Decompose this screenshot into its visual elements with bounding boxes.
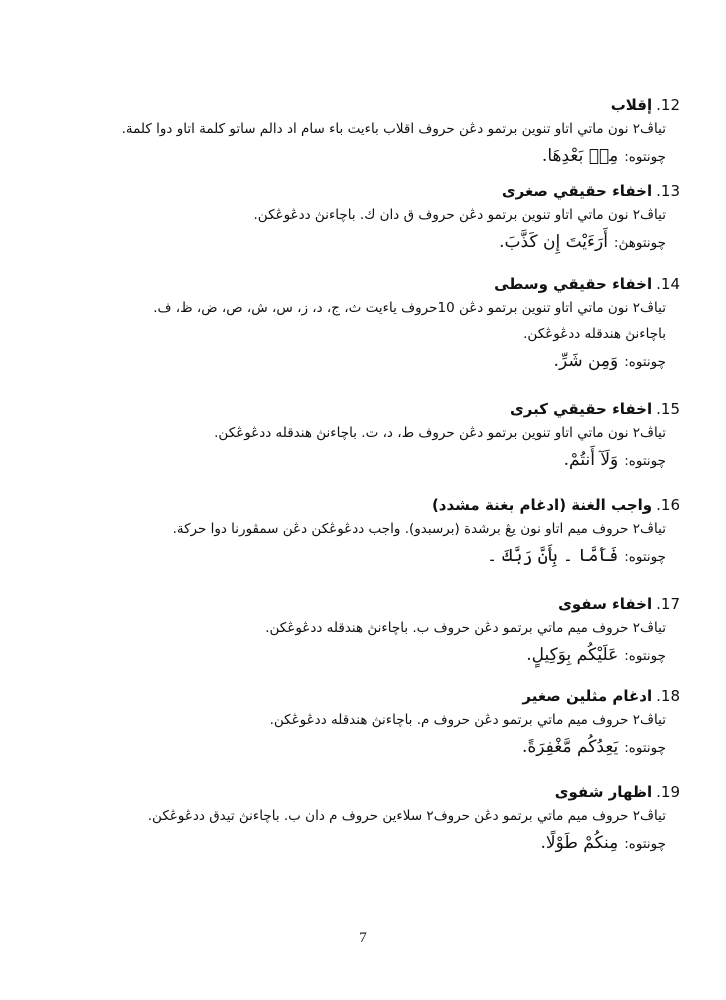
section-15 [80, 398, 680, 475]
section-title: اخفاء حقيقي صغرى [501, 182, 653, 200]
example-quran-text: وَلَآ أَنتُمْ. [563, 450, 619, 470]
example-line [80, 641, 680, 670]
section-heading [80, 685, 680, 707]
example-line [80, 446, 680, 475]
section-19 [80, 781, 680, 858]
section-number: 19. [656, 783, 680, 801]
section-title: إقلاب [610, 96, 653, 114]
section-text-line: تياڤ٢ حروف ميم ماتي برتمو دڠن حروف٢ سلاءين حروف م دان ب. باچاءنڽ تيدق ددڠوڠكن. [147, 808, 666, 824]
section-16 [80, 494, 680, 571]
section-title: ادغام مثلين صغير [522, 687, 653, 705]
section-text-line: تياڤ٢ حروف ميم ماتي برتمو دڠن حروف ب. باچاءنڽ هندقله ددڠوڠكن. [265, 620, 666, 636]
example-label: چونتوهڽ: [613, 235, 666, 251]
section-text-line: تياڤ٢ حروف ميم اتاو نون يڠ برشدة (برسبدو). واجب ددڠوڠكن دڠن سمڤورنا دوا حركة. [172, 521, 666, 537]
section-number: 17. [656, 595, 680, 613]
section-title: اخفاء حقيقي كبرى [510, 400, 653, 418]
example-line [80, 142, 680, 171]
example-quran-text: مِنۢ بَعْدِهَا. [541, 146, 619, 166]
example-quran-text: عَلَيْكُم بِوَكِيلٍ. [526, 645, 619, 665]
example-line [80, 542, 680, 571]
section-number: 16. [656, 496, 680, 514]
example-label: چونتوه: [624, 740, 666, 756]
example-label: چونتوه: [624, 648, 666, 664]
section-17 [80, 593, 680, 670]
example-quran-text: أَرَءَيْتَ إِن كَذَّبَ. [499, 232, 608, 252]
section-heading [80, 781, 680, 803]
section-heading [80, 494, 680, 516]
section-13 [80, 180, 680, 257]
section-text-line: تياڤ٢ نون ماتي اتاو تنوين برتمو دڠن 10حروف ياءيت ث، ج، د، ز، س، ش، ص، ض، ظ، ف. [153, 300, 666, 316]
section-text-line: تياڤ٢ حروف ميم ماتي برتمو دڠن حروف م. باچاءنڽ هندقله ددڠوڠكن. [269, 712, 666, 728]
section-heading [80, 180, 680, 202]
example-label: چونتوه: [624, 549, 666, 565]
section-text-line: تياڤ٢ نون ماتي اتاو تنوين برتمو دڠن حروف ط، د، ت. باچاءنڽ هندقله ددڠوڠكن. [214, 425, 666, 441]
example-quran-text: يَعِدُكُم مَّغْفِرَةً. [521, 737, 619, 757]
example-label: چونتوه: [624, 149, 666, 165]
example-line [80, 228, 680, 257]
section-number: 15. [656, 400, 680, 418]
section-text-line: تياڤ٢ نون ماتي اتاو تنوين برتمو دڠن حروف ق دان ك. باچاءنڽ ددڠوڠكن. [253, 207, 666, 223]
section-number: 14. [656, 275, 680, 293]
section-number: 18. [656, 687, 680, 705]
section-text-line: تياڤ٢ نون ماتي اتاو تنوين برتمو دڠن حروف اقلاب باءيت باء سام اد دالم ساتو كلمة اتاو دوا كلمة. [121, 121, 666, 137]
example-label: چونتوه: [624, 453, 666, 469]
example-quran-text: فَأَمَّا ۔ بِأَنَّ رَبَّكَ ۔ [487, 546, 619, 566]
section-title: اخفاء سفوى [558, 595, 653, 613]
section-heading [80, 398, 680, 420]
section-heading [80, 273, 680, 295]
example-label: چونتوه: [624, 354, 666, 370]
section-text-line: باچاءنڽ هندقله ددڠوڠكن. [523, 326, 666, 342]
example-line [80, 829, 680, 858]
example-quran-text: وَمِن شَرِّ. [553, 351, 619, 371]
section-12 [80, 94, 680, 171]
section-number: 13. [656, 182, 680, 200]
section-heading [80, 593, 680, 615]
section-title: اخفاء حقيقي وسطى [494, 275, 653, 293]
section-title: اظهار شفوى [554, 783, 653, 801]
example-line [80, 347, 680, 376]
example-quran-text: مِنكُمْ طَوْلًا. [540, 833, 619, 853]
page-number: 7 [359, 930, 367, 946]
section-heading [80, 94, 680, 116]
example-line [80, 733, 680, 762]
section-18 [80, 685, 680, 762]
example-label: چونتوه: [624, 836, 666, 852]
section-14 [80, 273, 680, 376]
section-number: 12. [656, 96, 680, 114]
section-title: واجب الغنة (ادغام بغنة مشدد) [431, 496, 653, 514]
